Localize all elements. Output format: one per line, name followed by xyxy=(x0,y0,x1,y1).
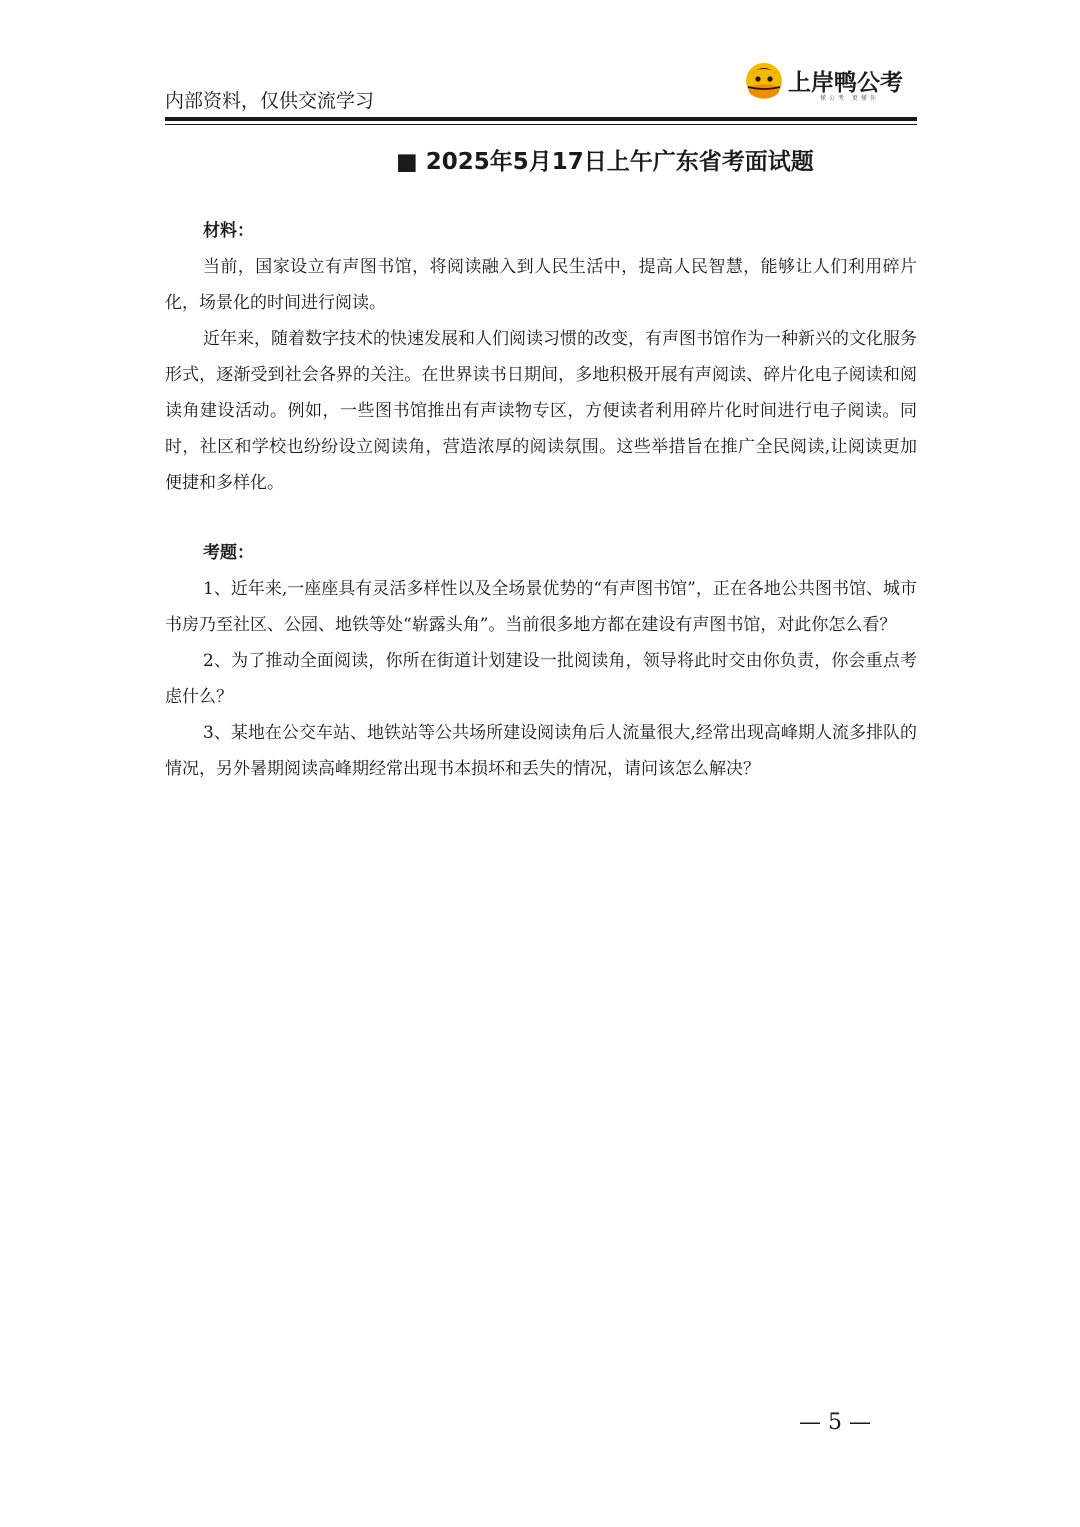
brand-logo xyxy=(742,60,912,106)
brand-name: 上岸鸭公考 xyxy=(788,70,903,96)
questions-label: 考题： xyxy=(203,543,254,563)
brand-slogan: 懂公考 更懂你 xyxy=(820,95,879,102)
question-item: 3、某地在公交车站、地铁站等公共场所建设阅读角后人流量很大,经常出现高峰期人流多排队的情况，另外暑期阅读高峰期经常出现书本损坏和丢失的情况，请问该怎么解决？ xyxy=(165,723,917,779)
header-note: 内部资料，仅供交流学习 xyxy=(165,90,375,112)
material-paragraph: 当前，国家设立有声图书馆，将阅读融入到人民生活中，提高人民智慧，能够让人们利用碎片化，场景化的时间进行阅读。 xyxy=(165,257,917,313)
question-item: 2、为了推动全面阅读，你所在街道计划建设一批阅读角，领导将此时交由你负责，你会重点考虑什么？ xyxy=(165,651,917,707)
question-item: 1、近年来,一座座具有灵活多样性以及全场景优势的“有声图书馆”，正在各地公共图书馆、城市书房乃至社区、公园、地铁等处“崭露头角”。当前很多地方都在建设有声图书馆，对此你怎么看？ xyxy=(165,579,917,635)
duck-logo-icon xyxy=(742,60,786,104)
page-number: — 5 — xyxy=(799,1410,871,1435)
header-rule-thick xyxy=(165,117,917,121)
material-paragraph: 近年来，随着数字技术的快速发展和人们阅读习惯的改变，有声图书馆作为一种新兴的文化服务形式，逐渐受到社会各界的关注。在世界读书日期间，多地积极开展有声阅读、碎片化电子阅读和阅读角建设活动。例如，一些图书馆推出有声读物专区，方便读者利用碎片化时间进行电子阅读。同时，社区和学校也纷纷设立阅读角，营造浓厚的阅读氛围。这些举措旨在推广全民阅读,让阅读更加便捷和多样化。 xyxy=(165,329,917,493)
material-label: 材料： xyxy=(203,221,254,241)
page-title: ■ 2025年5月17日上午广东省考面试题 xyxy=(396,149,814,175)
header-rule-thin xyxy=(165,124,917,125)
main-content xyxy=(165,213,917,787)
